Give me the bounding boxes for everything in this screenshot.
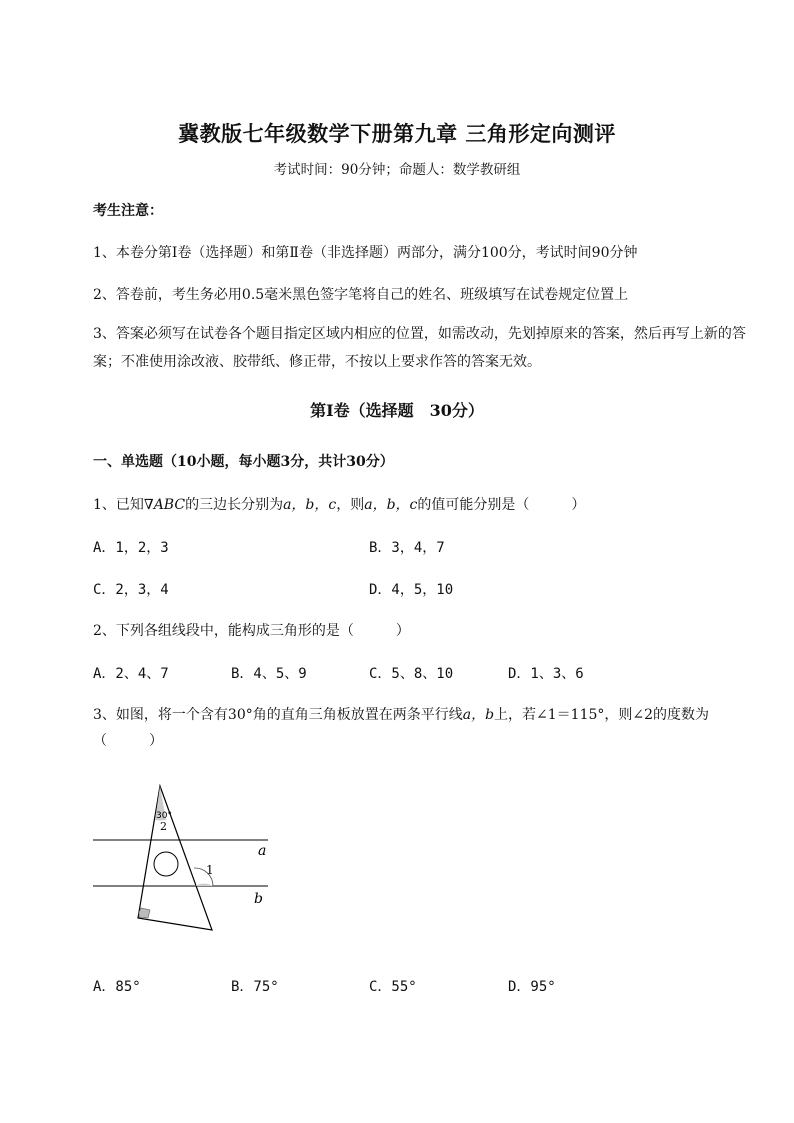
angle-2-label: 2 xyxy=(160,820,167,833)
q3-option-c[interactable]: C．55° xyxy=(369,979,417,995)
q3-option-d[interactable]: D．95° xyxy=(508,979,556,995)
q2-option-d[interactable]: D．1、3、6 xyxy=(508,666,584,682)
part-title: 一、单选题（10小题，每小题3分，共计30分） xyxy=(93,454,394,470)
page-title: 冀教版七年级数学下册第九章 三角形定向测评 xyxy=(178,121,616,146)
notice-heading: 考生注意： xyxy=(93,203,163,219)
section-title: 第I卷（选择题 30分） xyxy=(310,401,484,420)
exam-info: 考试时间：90分钟；命题人：数学教研组 xyxy=(273,162,521,178)
q3-option-b[interactable]: B．75° xyxy=(231,979,279,995)
angle-1-label: 1 xyxy=(206,863,214,877)
q1-mid: 的三边长分别为 xyxy=(185,497,284,513)
q1-option-c[interactable]: C．2，3，4 xyxy=(93,582,169,598)
hole-circle xyxy=(154,852,178,876)
line-b-label: b xyxy=(254,891,263,907)
q3-option-a[interactable]: A．85° xyxy=(93,979,141,995)
q1-mid2: ，则 xyxy=(336,497,365,513)
q2-option-a[interactable]: A．2、4、7 xyxy=(93,666,169,682)
angle-1-shade xyxy=(195,884,213,886)
notice-item-2: 2、答卷前，考生务必用0.5毫米黑色签字笔将自己的姓名、班级填写在试卷规定位置上 xyxy=(93,287,629,303)
notice-item-3: 3、答案必须写在试卷各个题目指定区域内相应的位置，如需改动，先划掉原来的答案，然后再写上新的答案；不准使用涂改液、胶带纸、修正带，不按以上要求作答的答案无效。 xyxy=(93,326,746,370)
question-2-stem: 2、下列各组线段中，能构成三角形的是（ ） xyxy=(93,623,410,639)
question-3-paren: （ ） xyxy=(93,733,163,749)
q1-option-a[interactable]: A．1，2，3 xyxy=(93,540,169,556)
question-3-stem xyxy=(93,704,709,724)
q1-triangle: ∇ABC xyxy=(143,497,186,513)
q1-option-b[interactable]: B．3，4，7 xyxy=(369,540,445,556)
q2-option-c[interactable]: C．5、8、10 xyxy=(369,666,454,682)
q1-vars: a，b，c xyxy=(283,497,337,513)
set-square-triangle xyxy=(138,786,212,930)
q1-vars2: a，b，c xyxy=(364,497,418,513)
right-angle-marker xyxy=(139,908,150,918)
angle-30-label: 30° xyxy=(156,811,172,821)
q1-suffix: 的值可能分别是（ ） xyxy=(417,497,586,513)
q3-vars: a，b xyxy=(462,707,495,723)
q1-prefix: 1、已知 xyxy=(93,497,144,513)
q3-mid: 上，若∠1＝115°，则∠2的度数为 xyxy=(494,707,710,723)
notice-item-1: 1、本卷分第I卷（选择题）和第Ⅱ卷（非选择题）两部分，满分100分，考试时间90分钟 xyxy=(93,245,638,261)
line-a-label: a xyxy=(258,843,267,859)
q1-option-d[interactable]: D．4，5，10 xyxy=(369,582,454,598)
q3-prefix: 3、如图，将一个含有30°角的直角三角板放置在两条平行线 xyxy=(93,707,463,723)
q2-option-b[interactable]: B．4、5、9 xyxy=(231,666,307,682)
question-1-stem xyxy=(93,494,585,514)
triangle-parallel-lines-figure xyxy=(90,780,275,935)
